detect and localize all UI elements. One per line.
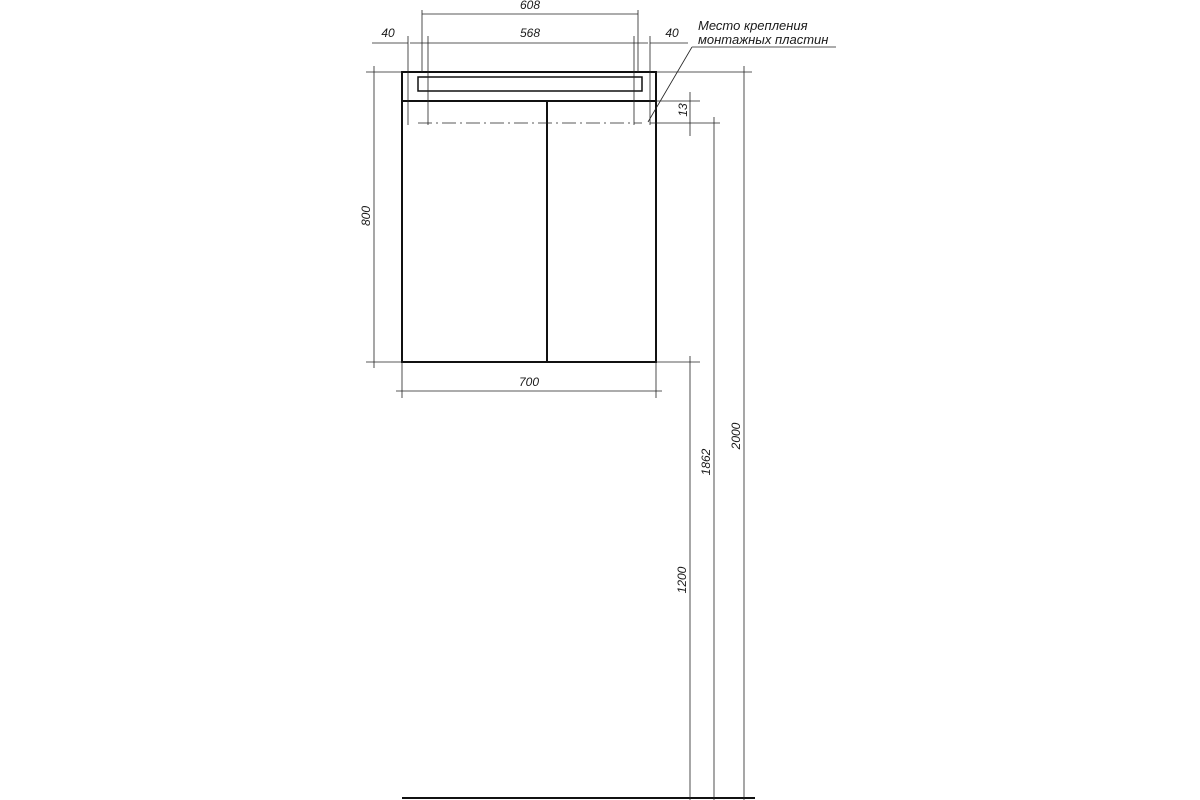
dim-1862-label: 1862 bbox=[699, 448, 713, 476]
note-line1: Место крепления bbox=[698, 18, 808, 33]
dim-1200-label: 1200 bbox=[675, 566, 689, 594]
dim-1200 bbox=[656, 356, 700, 800]
dim-left-40-label: 40 bbox=[381, 26, 395, 40]
dim-1862 bbox=[699, 117, 714, 800]
cabinet bbox=[402, 72, 656, 362]
dim-800 bbox=[359, 66, 402, 368]
dim-13 bbox=[650, 92, 720, 136]
note-line2: монтажных пластин bbox=[698, 32, 829, 47]
dim-13-label: 13 bbox=[676, 103, 690, 117]
dim-568 bbox=[410, 26, 648, 125]
dim-2000-label: 2000 bbox=[729, 422, 743, 450]
dim-568-label: 568 bbox=[519, 26, 541, 40]
dim-700-label: 700 bbox=[518, 375, 540, 389]
dim-right-40-label: 40 bbox=[665, 26, 679, 40]
dim-700 bbox=[396, 362, 662, 398]
dim-800-label: 800 bbox=[359, 205, 373, 227]
dim-608-label: 608 bbox=[519, 0, 541, 12]
dim-2000 bbox=[656, 66, 752, 800]
cabinet-outline bbox=[402, 72, 656, 362]
top-light-panel bbox=[418, 77, 642, 91]
